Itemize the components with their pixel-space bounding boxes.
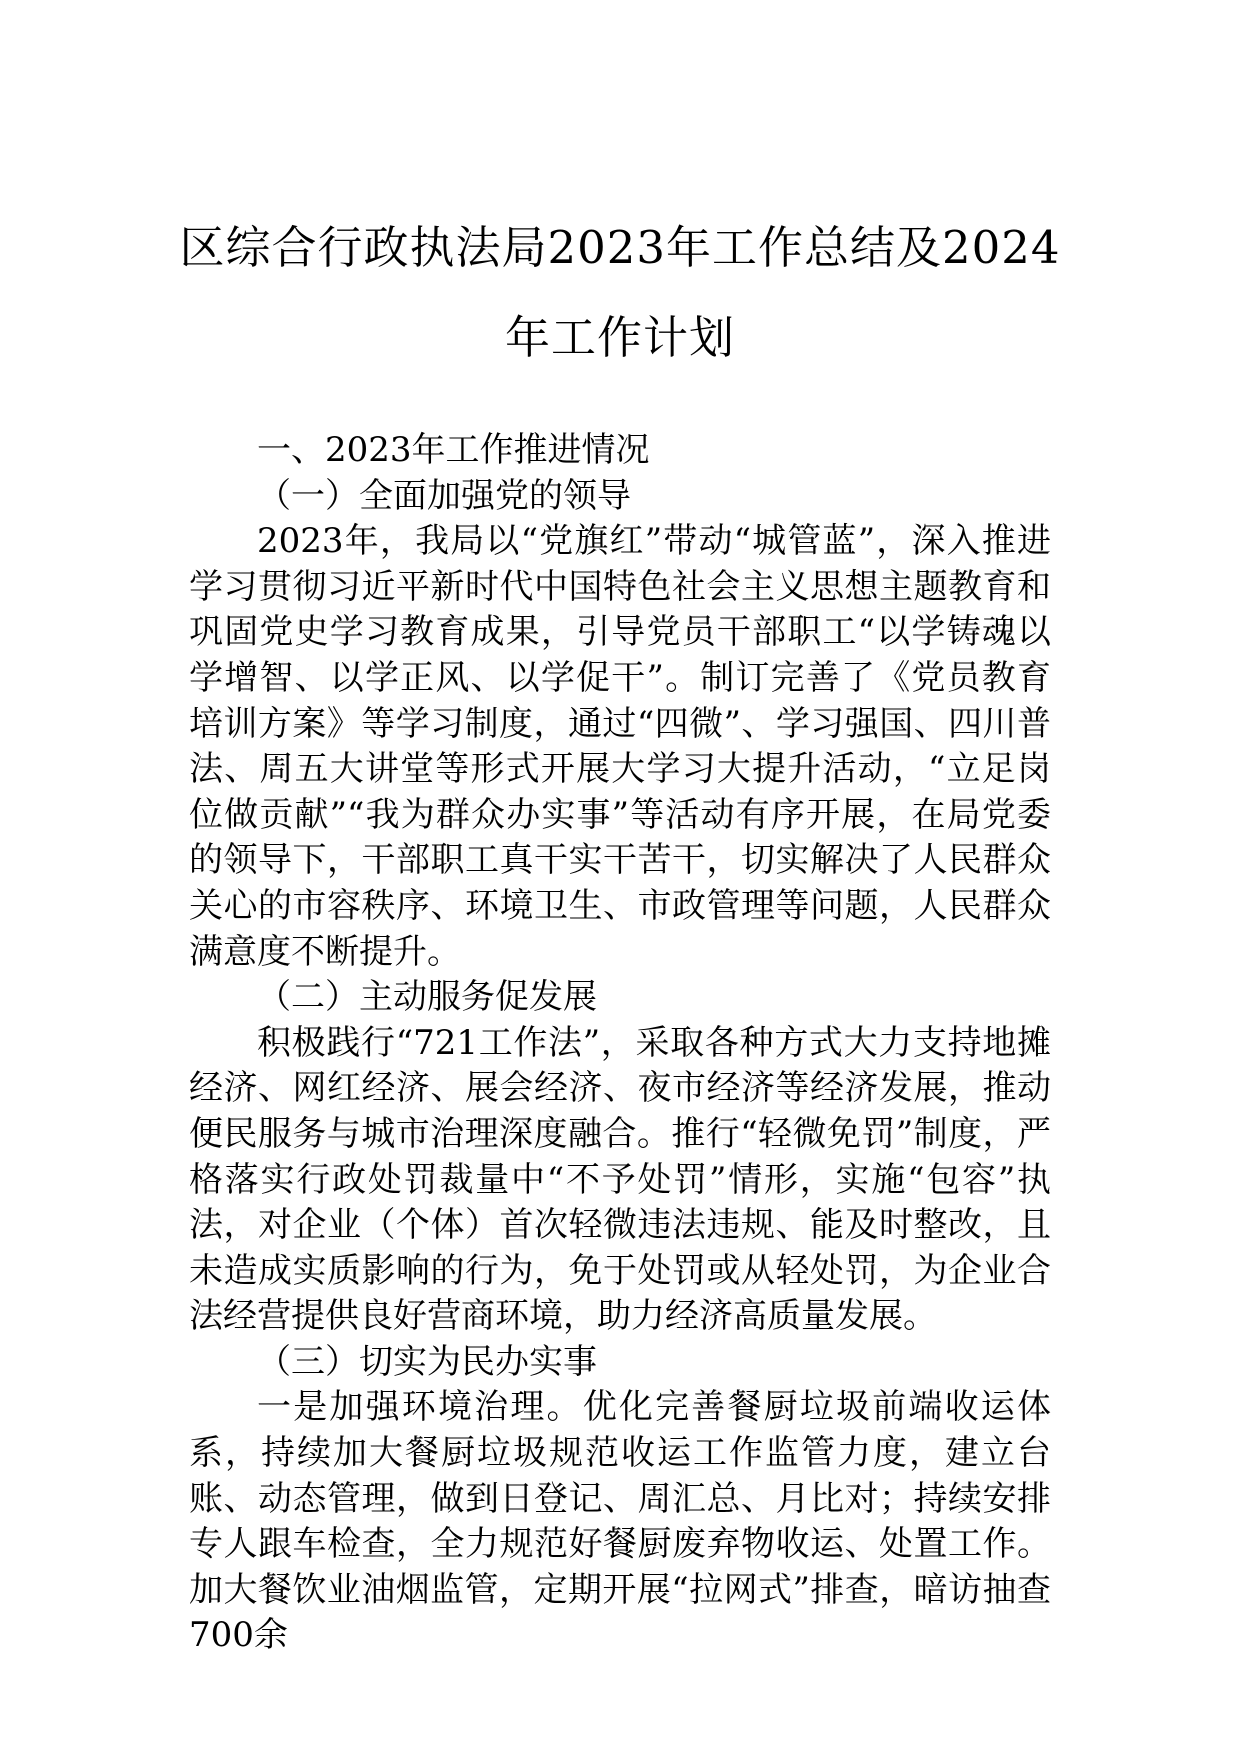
document-title-line-2: 年工作计划 <box>504 311 735 364</box>
paragraph-3: 一是加强环境治理。优化完善餐厨垃圾前端收运体系，持续加大餐厨垃圾规范收运工作监管力度，建立台账、动态管理，做到日登记、周汇总、月比对；持续安排专人跟车检查，全力规范好餐厨废弃物收运、处置工作。加大餐饮业油烟监管，定期开展“拉网式”排查，暗访抽查700余 <box>189 1387 1051 1656</box>
paragraph-1: 2023年，我局以“党旗红”带动“城管蓝”，深入推进学习贯彻习近平新时代中国特色社会主义思想主题教育和巩固党史学习教育成果，引导党员干部职工“以学铸魂以学增智、以学正风、以学促干”。制订完善了《党员教育培训方案》等学习制度，通过“四微”、学习强国、四川普法、周五大讲堂等形式开展大学习大提升活动，“立足岗位做贡献”“我为群众办实事”等活动有序开展，在局党委的领导下，干部职工真干实干苦干，切实解决了人民群众关心的市容秩序、环境卫生、市政管理等问题，人民群众满意度不断提升。 <box>189 521 1051 972</box>
subsection-heading-3: （三）切实为民办实事 <box>257 1341 597 1382</box>
paragraph-2: 积极践行“721工作法”，采取各种方式大力支持地摊经济、网红经济、展会经济、夜市经济等经济发展，推动便民服务与城市治理深度融合。推行“轻微免罚”制度，严格落实行政处罚裁量中“不予处罚”情形，实施“包容”执法，对企业（个体）首次轻微违法违规、能及时整改，且未造成实质影响的行为，免于处罚或从轻处罚，为企业合法经营提供良好营商环境，助力经济高质量发展。 <box>189 1022 1051 1337</box>
subsection-heading-1: （一）全面加强党的领导 <box>257 475 631 516</box>
document-body <box>189 428 1051 1659</box>
document-title-line-1: 区综合行政执法局2023年工作总结及2024 <box>179 221 1061 274</box>
section-heading-1: 一、2023年工作推进情况 <box>257 430 650 470</box>
subsection-heading-2: （二）主动服务促发展 <box>257 977 597 1018</box>
